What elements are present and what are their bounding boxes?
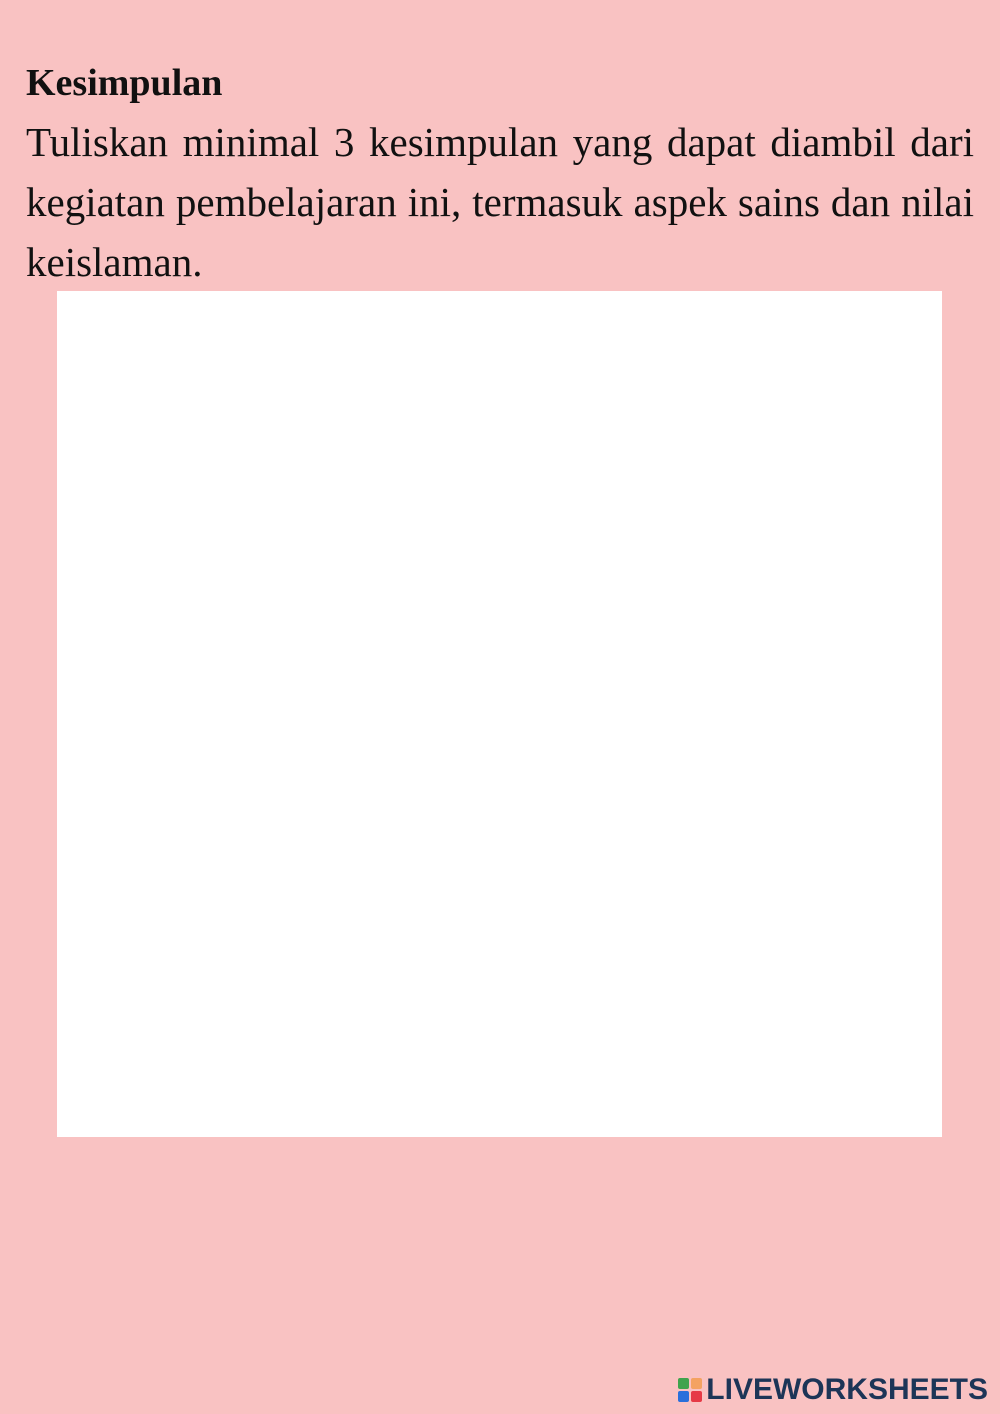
- logo-square-1: [678, 1378, 689, 1389]
- answer-textarea[interactable]: [57, 291, 942, 1137]
- liveworksheets-logo-icon: [678, 1378, 702, 1402]
- logo-square-4: [691, 1391, 702, 1402]
- brand-text: LIVEWORKSHEETS: [706, 1373, 988, 1406]
- liveworksheets-brand: [678, 1372, 988, 1408]
- section-heading: Kesimpulan: [26, 62, 223, 104]
- instruction-text: Tuliskan minimal 3 kesimpulan yang dapat diambil dari kegiatan pembelajaran ini, termasuk aspek sains dan nilai keislaman.: [26, 119, 974, 285]
- logo-square-2: [691, 1378, 702, 1389]
- logo-square-3: [678, 1391, 689, 1402]
